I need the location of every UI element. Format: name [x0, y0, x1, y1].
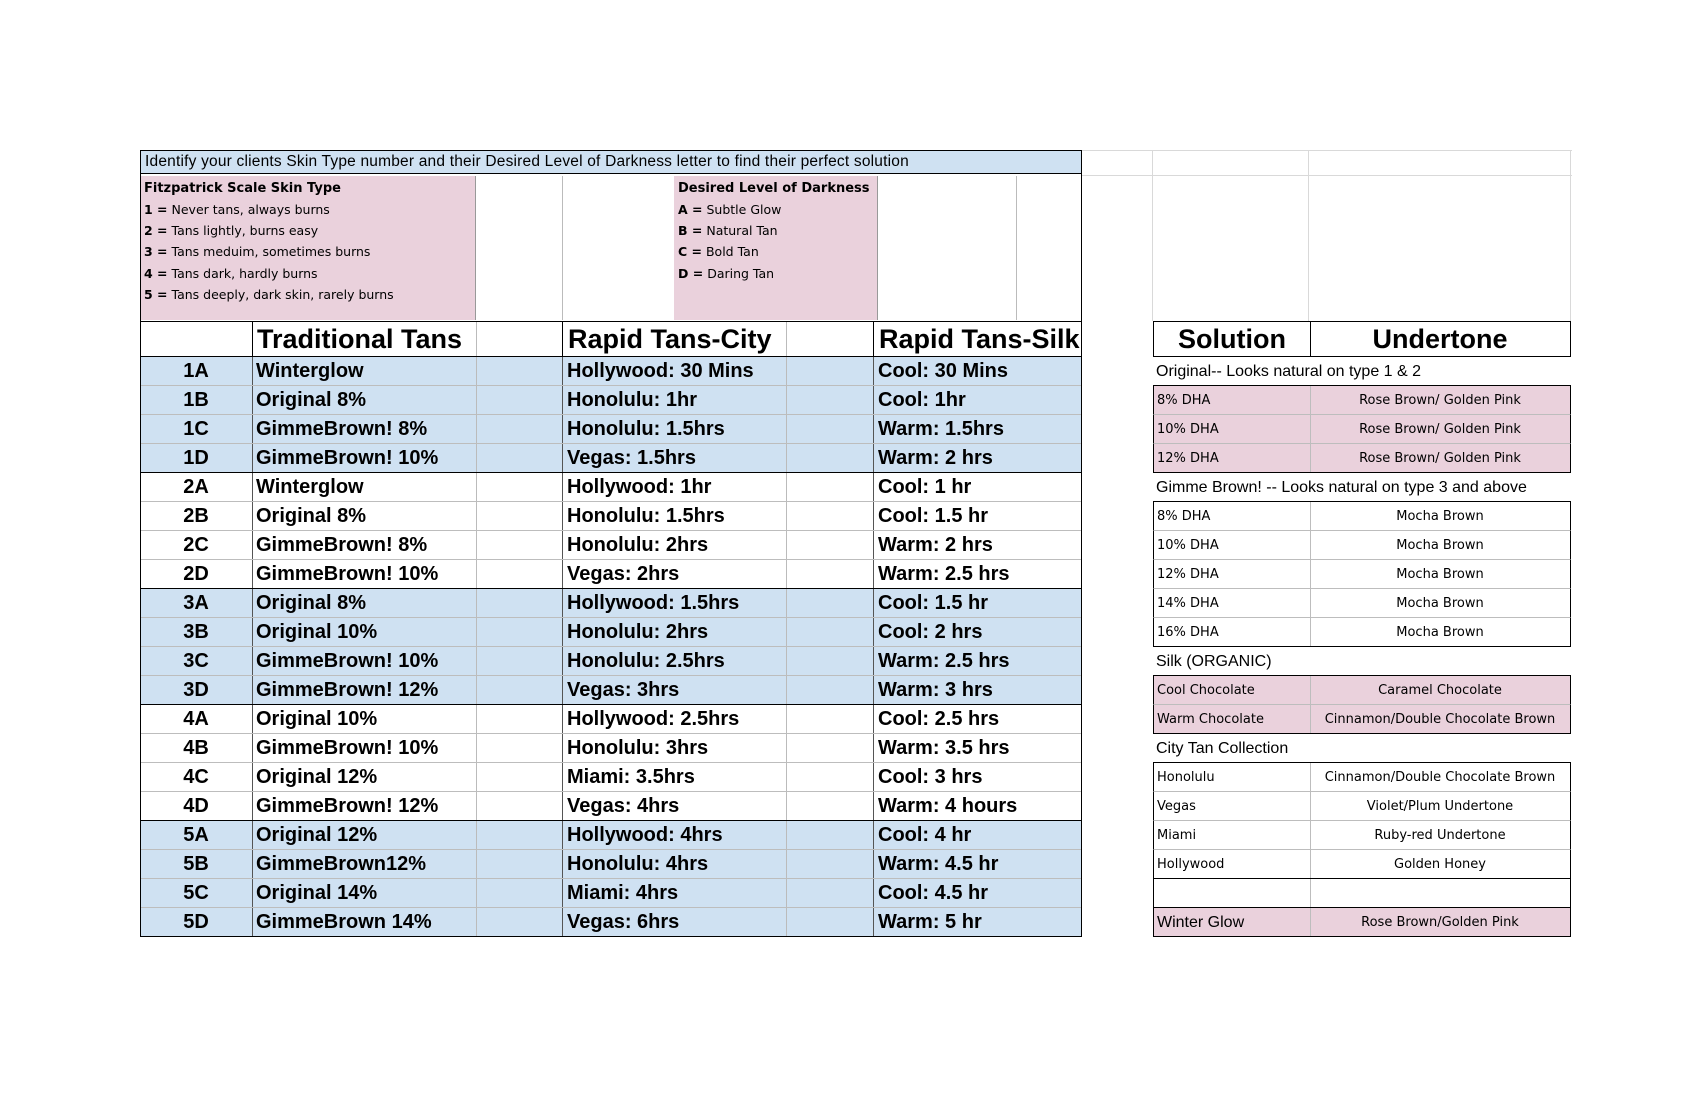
cell-divider — [252, 850, 253, 878]
solution-row — [1153, 415, 1571, 444]
rapid-silk-cell: Cool: 4 hr — [878, 824, 972, 846]
cell-divider — [873, 734, 874, 762]
table-row — [140, 792, 1082, 821]
table-row — [140, 502, 1082, 531]
table-row — [140, 589, 1082, 618]
undertone-cell: Mocha Brown — [1396, 596, 1484, 611]
cell-divider — [476, 415, 477, 443]
rapid-city-cell: Miami: 4hrs — [567, 882, 679, 904]
cell-divider — [476, 879, 477, 907]
table-border — [140, 150, 141, 937]
traditional-tan-cell: Original 10% — [256, 708, 378, 730]
cell-divider — [562, 502, 563, 530]
cell-divider — [562, 473, 563, 501]
cell-divider — [873, 792, 874, 820]
cell-divider — [252, 473, 253, 501]
undertone-cell: Cinnamon/Double Chocolate Brown — [1324, 712, 1556, 727]
rapid-city-cell: Miami: 3.5hrs — [567, 766, 695, 788]
cell-divider — [562, 444, 563, 472]
cell-divider — [873, 502, 874, 530]
cell-divider — [476, 647, 477, 675]
cell-divider — [562, 821, 563, 849]
cell-divider — [476, 705, 477, 733]
cell-divider — [786, 502, 787, 530]
cell-divider — [786, 908, 787, 936]
cell-divider — [562, 879, 563, 907]
solution-row — [1153, 792, 1571, 821]
empty-row — [1153, 879, 1571, 908]
header-rapid-tans-city: Rapid Tans-City — [568, 324, 772, 354]
traditional-tan-cell: Original 10% — [256, 621, 378, 643]
solution-name-cell: 12% DHA — [1157, 567, 1219, 582]
traditional-tan-cell: GimmeBrown! 10% — [256, 737, 439, 759]
cell-divider — [252, 589, 253, 617]
section-title-text: Original-- Looks natural on type 1 & 2 — [1156, 363, 1422, 380]
legend-text: Bold Tan — [705, 244, 759, 260]
skin-code-cell: 3D — [183, 679, 209, 701]
rapid-silk-cell: Cool: 30 Mins — [878, 360, 1009, 382]
solution-row — [1153, 531, 1571, 560]
cell-divider — [476, 734, 477, 762]
cell-divider — [476, 502, 477, 530]
solution-row — [1153, 386, 1571, 415]
rapid-city-cell: Hollywood: 30 Mins — [567, 360, 754, 382]
solution-name-cell: Miami — [1157, 828, 1197, 843]
skin-code-cell: 5A — [183, 824, 209, 846]
section-title-text: Gimme Brown! -- Looks natural on type 3 and above — [1156, 479, 1527, 496]
table-row — [140, 763, 1082, 792]
skin-code-cell: 5B — [183, 853, 209, 875]
cell-divider — [786, 386, 787, 414]
cell-divider — [562, 705, 563, 733]
rapid-silk-cell: Warm: 2.5 hrs — [878, 650, 1010, 672]
solution-section-title — [1153, 357, 1571, 386]
legend-text: Tans meduim, sometimes burns — [171, 244, 371, 260]
skin-type-legend-heading: Fitzpatrick Scale Skin Type — [144, 181, 341, 196]
cell-divider — [873, 531, 874, 559]
cell-divider — [873, 647, 874, 675]
undertone-cell: Caramel Chocolate — [1378, 683, 1502, 698]
table-row — [140, 531, 1082, 560]
darkness-legend-item — [678, 199, 873, 220]
undertone-cell: Mocha Brown — [1396, 509, 1484, 524]
cell-divider — [873, 357, 874, 385]
cell-divider — [786, 531, 787, 559]
cell-divider — [873, 850, 874, 878]
header-solution: Solution — [1178, 324, 1286, 354]
cell-divider — [562, 618, 563, 646]
cell-divider — [562, 531, 563, 559]
cell-divider — [476, 357, 477, 385]
rapid-silk-cell: Warm: 4 hours — [878, 795, 1018, 817]
cell-divider — [873, 763, 874, 791]
cell-divider — [873, 676, 874, 704]
cell-divider — [252, 879, 253, 907]
legend-key: B = — [678, 223, 703, 239]
darkness-legend-heading: Desired Level of Darkness — [678, 181, 870, 196]
header-traditional-tans: Traditional Tans — [257, 324, 463, 354]
rapid-silk-cell: Cool: 1.5 hr — [878, 505, 989, 527]
section-title-text: City Tan Collection — [1156, 740, 1289, 757]
solution-row — [1153, 821, 1571, 850]
undertone-cell: Rose Brown/Golden Pink — [1361, 915, 1519, 930]
cell-divider — [476, 908, 477, 936]
cell-divider — [786, 647, 787, 675]
table-row — [140, 908, 1082, 937]
undertone-cell: Ruby-red Undertone — [1374, 828, 1506, 843]
cell-divider — [786, 473, 787, 501]
rapid-silk-cell: Warm: 2 hrs — [878, 534, 993, 556]
cell-divider — [562, 415, 563, 443]
traditional-tan-cell: GimmeBrown12% — [256, 853, 427, 875]
solution-row — [1153, 589, 1571, 618]
cell-divider — [786, 415, 787, 443]
skin-code-cell: 1D — [183, 447, 209, 469]
cell-divider — [476, 850, 477, 878]
rapid-silk-cell: Warm: 3 hrs — [878, 679, 993, 701]
legend-area — [140, 176, 1082, 320]
cell-divider — [252, 763, 253, 791]
legend-text: Daring Tan — [707, 265, 775, 281]
rapid-city-cell: Vegas: 1.5hrs — [567, 447, 696, 469]
skin-type-legend-item — [144, 241, 471, 262]
rapid-silk-cell: Warm: 1.5hrs — [878, 418, 1004, 440]
legend-key: 3 = — [144, 244, 168, 260]
cell-divider — [786, 850, 787, 878]
table-row — [140, 618, 1082, 647]
cell-divider — [252, 502, 253, 530]
cell-divider — [562, 357, 563, 385]
rapid-city-cell: Hollywood: 4hrs — [567, 824, 723, 846]
solution-row — [1153, 850, 1571, 879]
cell-divider — [786, 444, 787, 472]
darkness-legend-item — [678, 241, 873, 262]
cell-divider — [476, 386, 477, 414]
skin-code-cell: 5D — [183, 911, 209, 933]
undertone-cell: Rose Brown/ Golden Pink — [1359, 393, 1521, 408]
skin-code-cell: 1C — [183, 418, 209, 440]
cell-divider — [786, 676, 787, 704]
traditional-tan-cell: Original 8% — [256, 505, 367, 527]
table-row — [140, 415, 1082, 444]
solution-name-cell: Vegas — [1157, 799, 1196, 814]
rapid-city-cell: Vegas: 6hrs — [567, 911, 680, 933]
skin-code-cell: 3C — [183, 650, 209, 672]
cell-divider — [873, 705, 874, 733]
undertone-cell: Cinnamon/Double Chocolate Brown — [1324, 770, 1556, 785]
undertone-cell: Golden Honey — [1394, 857, 1486, 872]
cell-divider — [562, 647, 563, 675]
skin-type-legend — [140, 176, 476, 320]
cell-divider — [562, 763, 563, 791]
table-row — [140, 560, 1082, 589]
skin-type-legend-item — [144, 220, 471, 241]
rapid-silk-cell: Warm: 4.5 hr — [878, 853, 999, 875]
traditional-tan-cell: GimmeBrown! 12% — [256, 679, 439, 701]
undertone-cell: Rose Brown/ Golden Pink — [1359, 451, 1521, 466]
solution-name-cell: 16% DHA — [1157, 625, 1219, 640]
skin-code-cell: 4A — [183, 708, 209, 730]
legend-key: 5 = — [144, 286, 168, 302]
rapid-city-cell: Vegas: 4hrs — [567, 795, 680, 817]
traditional-tan-cell: Original 12% — [256, 766, 378, 788]
table-row — [140, 386, 1082, 415]
instructions-title: Identify your clients Skin Type number and their Desired Level of Darkness letter to find their perfect solution — [140, 150, 1082, 174]
traditional-tan-cell: Winterglow — [256, 476, 364, 498]
cell-divider — [873, 618, 874, 646]
traditional-tan-cell: GimmeBrown! 10% — [256, 447, 439, 469]
skin-code-cell: 4D — [183, 795, 209, 817]
cell-divider — [786, 734, 787, 762]
solution-row — [1153, 560, 1571, 589]
rapid-silk-cell: Warm: 2.5 hrs — [878, 563, 1010, 585]
solution-name-cell: 8% DHA — [1157, 393, 1211, 408]
legend-key: 1 = — [144, 202, 168, 217]
cell-divider — [562, 908, 563, 936]
main-table-body — [140, 357, 1082, 937]
cell-divider — [476, 531, 477, 559]
cell-divider — [252, 415, 253, 443]
rapid-city-cell: Honolulu: 2hrs — [567, 534, 709, 556]
cell-divider — [476, 589, 477, 617]
traditional-tan-cell: GimmeBrown! 8% — [256, 534, 428, 556]
table-row — [140, 734, 1082, 763]
solution-name-cell: Honolulu — [1157, 770, 1215, 785]
cell-divider — [786, 357, 787, 385]
cell-divider — [786, 618, 787, 646]
rapid-city-cell: Honolulu: 2.5hrs — [567, 650, 725, 672]
traditional-tan-cell: GimmeBrown! 8% — [256, 418, 428, 440]
legend-text: Tans deeply, dark skin, rarely burns — [171, 286, 394, 302]
cell-divider — [562, 676, 563, 704]
cell-divider — [873, 908, 874, 936]
traditional-tan-cell: Original 14% — [256, 882, 378, 904]
cell-divider — [252, 908, 253, 936]
solution-name-cell: Winter Glow — [1157, 914, 1245, 931]
cell-divider — [252, 560, 253, 588]
cell-divider — [873, 589, 874, 617]
cell-divider — [252, 676, 253, 704]
undertone-cell: Mocha Brown — [1396, 567, 1484, 582]
undertone-cell: Mocha Brown — [1396, 625, 1484, 640]
table-row — [140, 357, 1082, 386]
traditional-tan-cell: Original 8% — [256, 592, 367, 614]
rapid-city-cell: Honolulu: 4hrs — [567, 853, 709, 875]
cell-divider — [476, 792, 477, 820]
legend-key: 2 = — [144, 223, 168, 239]
main-table-header — [140, 321, 1082, 357]
traditional-tan-cell: Winterglow — [256, 360, 364, 382]
cell-divider — [873, 560, 874, 588]
rapid-silk-cell: Cool: 1 hr — [878, 476, 972, 498]
rapid-silk-cell: Cool: 1.5 hr — [878, 592, 989, 614]
grid-line — [562, 176, 563, 320]
legend-key: A = — [678, 202, 703, 217]
cell-divider — [786, 589, 787, 617]
skin-code-cell: 3A — [183, 592, 209, 614]
skin-code-cell: 4B — [183, 737, 209, 759]
rapid-silk-cell: Warm: 5 hr — [878, 911, 982, 933]
cell-divider — [786, 763, 787, 791]
grid-line — [1016, 176, 1017, 320]
cell-divider — [786, 879, 787, 907]
rapid-silk-cell: Cool: 1hr — [878, 389, 966, 411]
skin-code-cell: 1B — [183, 389, 209, 411]
table-row — [140, 821, 1082, 850]
cell-divider — [786, 705, 787, 733]
cell-divider — [252, 705, 253, 733]
winter-glow-row — [1153, 908, 1571, 937]
legend-text: Never tans, always burns — [171, 202, 330, 217]
rapid-city-cell: Honolulu: 1.5hrs — [567, 418, 725, 440]
rapid-city-cell: Hollywood: 1hr — [567, 476, 712, 498]
solution-name-cell: 12% DHA — [1157, 451, 1219, 466]
legend-key: C = — [678, 244, 702, 260]
cell-divider — [873, 879, 874, 907]
cell-divider — [476, 821, 477, 849]
cell-divider — [252, 618, 253, 646]
cell-divider — [786, 560, 787, 588]
solution-name-cell: Hollywood — [1157, 857, 1225, 872]
legend-key: 4 = — [144, 265, 168, 281]
legend-text: Tans lightly, burns easy — [171, 223, 319, 239]
rapid-city-cell: Vegas: 2hrs — [567, 563, 680, 585]
rapid-city-cell: Honolulu: 3hrs — [567, 737, 709, 759]
rapid-city-cell: Vegas: 3hrs — [567, 679, 680, 701]
rapid-city-cell: Honolulu: 1.5hrs — [567, 505, 725, 527]
section-title-text: Silk (ORGANIC) — [1156, 653, 1272, 670]
rapid-silk-cell: Warm: 2 hrs — [878, 447, 993, 469]
solution-section-title — [1153, 473, 1571, 502]
table-row — [140, 850, 1082, 879]
solution-table — [1153, 321, 1571, 937]
skin-code-cell: 2A — [183, 476, 209, 498]
solution-section-title — [1153, 734, 1571, 763]
cell-divider — [786, 821, 787, 849]
skin-code-cell: 5C — [183, 882, 209, 904]
traditional-tan-cell: GimmeBrown! 10% — [256, 650, 439, 672]
traditional-tan-cell: GimmeBrown 14% — [256, 911, 432, 933]
darkness-legend-item — [678, 220, 873, 241]
darkness-legend — [674, 176, 878, 320]
legend-text: Subtle Glow — [706, 202, 782, 217]
undertone-cell: Rose Brown/ Golden Pink — [1359, 422, 1521, 437]
cell-divider — [562, 792, 563, 820]
traditional-tan-cell: GimmeBrown! 10% — [256, 563, 439, 585]
skin-code-cell: 1A — [183, 360, 209, 382]
skin-type-legend-item — [144, 284, 471, 305]
solution-row — [1153, 705, 1571, 734]
solution-name-cell: Warm Chocolate — [1157, 712, 1264, 727]
skin-code-cell: 4C — [183, 766, 209, 788]
rapid-silk-cell: Cool: 2.5 hrs — [878, 708, 1000, 730]
cell-divider — [476, 618, 477, 646]
traditional-tan-cell: Original 8% — [256, 389, 367, 411]
cell-divider — [873, 386, 874, 414]
header-undertone: Undertone — [1372, 324, 1508, 354]
table-row — [140, 473, 1082, 502]
undertone-cell: Violet/Plum Undertone — [1366, 799, 1514, 814]
solution-row — [1153, 618, 1571, 647]
solution-name-cell: 8% DHA — [1157, 509, 1211, 524]
cell-divider — [252, 386, 253, 414]
rapid-city-cell: Hollywood: 2.5hrs — [567, 708, 740, 730]
cell-divider — [252, 357, 253, 385]
cell-divider — [252, 734, 253, 762]
cell-divider — [562, 560, 563, 588]
legend-text: Natural Tan — [706, 223, 778, 239]
cell-divider — [873, 415, 874, 443]
header-rapid-tans-silk: Rapid Tans-Silk — [879, 324, 1080, 354]
table-row — [140, 879, 1082, 908]
rapid-silk-cell: Cool: 3 hrs — [878, 766, 983, 788]
cell-divider — [252, 792, 253, 820]
solution-row — [1153, 444, 1571, 473]
cell-divider — [476, 763, 477, 791]
cell-divider — [562, 850, 563, 878]
cell-divider — [476, 444, 477, 472]
table-row — [140, 676, 1082, 705]
rapid-city-cell: Honolulu: 2hrs — [567, 621, 709, 643]
solution-row — [1153, 676, 1571, 705]
cell-divider — [252, 444, 253, 472]
solution-table-header — [1153, 321, 1571, 357]
solution-name-cell: 10% DHA — [1157, 538, 1219, 553]
rapid-silk-cell: Warm: 3.5 hrs — [878, 737, 1010, 759]
rapid-silk-cell: Cool: 2 hrs — [878, 621, 983, 643]
cell-divider — [873, 473, 874, 501]
skin-type-legend-item — [144, 199, 471, 220]
solution-row — [1153, 763, 1571, 792]
skin-type-legend-item — [144, 263, 471, 284]
table-row — [140, 705, 1082, 734]
cell-divider — [873, 444, 874, 472]
skin-code-cell: 2D — [183, 563, 209, 585]
skin-code-cell: 2B — [183, 505, 209, 527]
traditional-tan-cell: GimmeBrown! 12% — [256, 795, 439, 817]
undertone-cell: Mocha Brown — [1396, 538, 1484, 553]
solution-name-cell: Cool Chocolate — [1157, 683, 1255, 698]
legend-text: Tans dark, hardly burns — [171, 265, 318, 281]
rapid-city-cell: Honolulu: 1hr — [567, 389, 697, 411]
cell-divider — [476, 473, 477, 501]
cell-divider — [476, 676, 477, 704]
legend-key: D = — [678, 265, 704, 281]
cell-divider — [562, 589, 563, 617]
cell-divider — [873, 821, 874, 849]
cell-divider — [252, 531, 253, 559]
solution-name-cell: 10% DHA — [1157, 422, 1219, 437]
cell-divider — [562, 734, 563, 762]
rapid-city-cell: Hollywood: 1.5hrs — [567, 592, 740, 614]
table-row — [140, 647, 1082, 676]
cell-divider — [252, 647, 253, 675]
traditional-tan-cell: Original 12% — [256, 824, 378, 846]
solution-name-cell: 14% DHA — [1157, 596, 1219, 611]
skin-code-cell: 3B — [183, 621, 209, 643]
cell-divider — [476, 560, 477, 588]
solution-row — [1153, 502, 1571, 531]
cell-divider — [252, 821, 253, 849]
table-row — [140, 444, 1082, 473]
darkness-legend-item — [678, 263, 873, 284]
skin-code-cell: 2C — [183, 534, 209, 556]
cell-divider — [786, 792, 787, 820]
solution-section-title — [1153, 647, 1571, 676]
cell-divider — [562, 386, 563, 414]
rapid-silk-cell: Cool: 4.5 hr — [878, 882, 989, 904]
